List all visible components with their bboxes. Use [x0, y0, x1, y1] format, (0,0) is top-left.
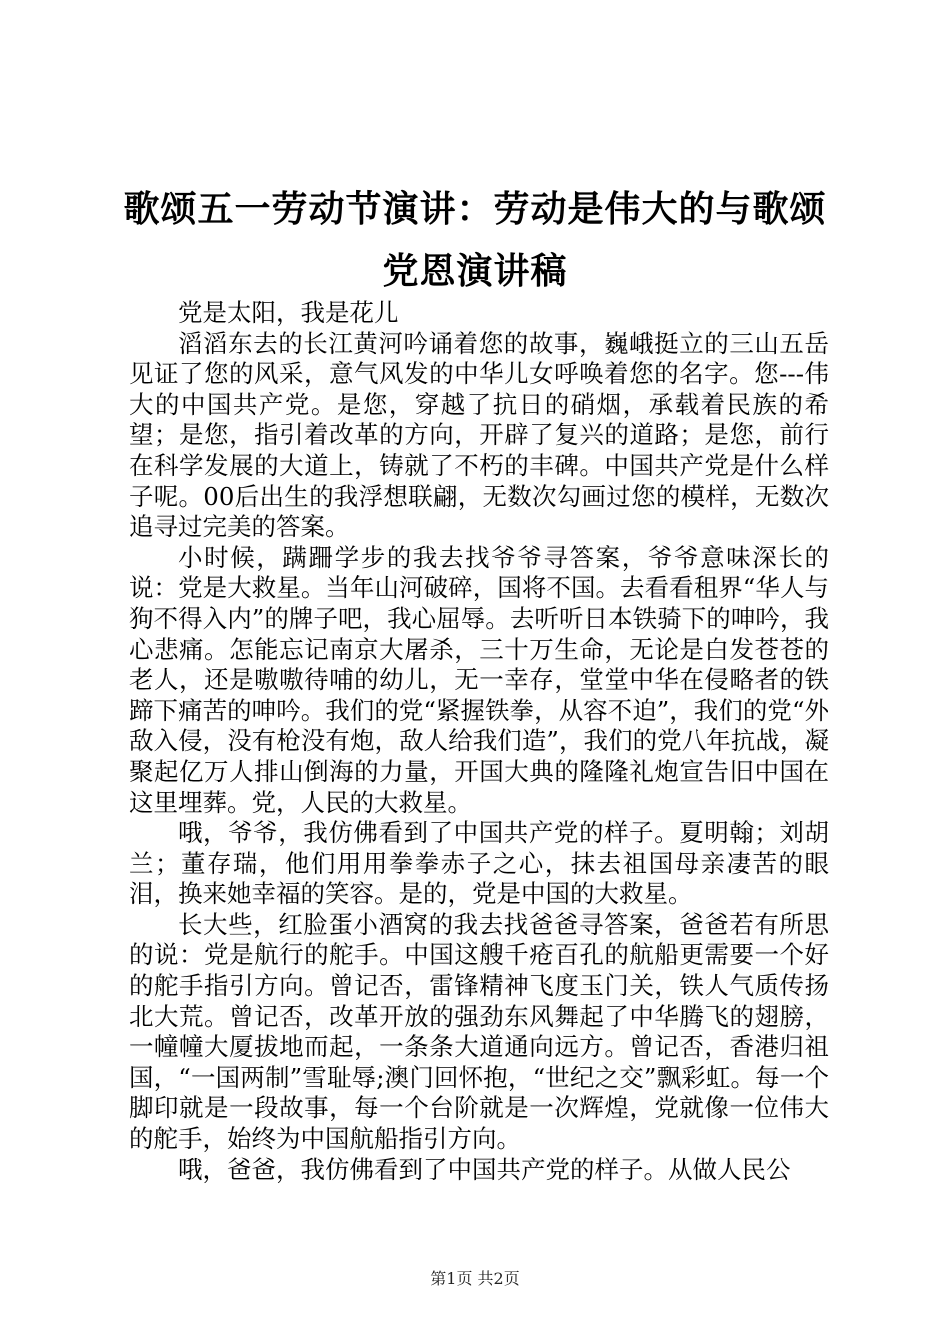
page-number-footer: 第1页 共2页 — [430, 1269, 520, 1288]
document-title: 歌颂五一劳动节演讲：劳动是伟大的与歌颂党恩演讲稿 — [123, 188, 827, 292]
paragraph-subtitle: 党是太阳，我是花儿 — [178, 298, 399, 327]
document-body — [129, 298, 829, 1185]
paragraph: 滔滔东去的长江黄河吟诵着您的故事，巍峨挺立的三山五岳见证了您的风采，意气风发的中华儿女呼唤着您的名字。您---伟大的中国共产党。是您，穿越了抗日的硝烟，承载着民族的希望；是您，指引着改革的方向，开辟了复兴的道路；是您，前行在科学发展的大道上，铸就了不朽的丰碑。中国共产党是什么样子呢。00后出生的我浮想联翩，无数次勾画过您的模样，无数次追寻过完美的答案。 — [129, 328, 829, 542]
paragraph: 哦，爷爷，我仿佛看到了中国共产党的样子。夏明翰；刘胡兰；董存瑞，他们用用拳拳赤子之心，抹去祖国母亲凄苦的眼泪，换来她幸福的笑容。是的，党是中国的大救星。 — [129, 818, 829, 909]
paragraph: 小时候，蹒跚学步的我去找爷爷寻答案，爷爷意味深长的说：党是大救星。当年山河破碎，国将不国。去看看租界“华人与狗不得入内”的牌子吧，我心屈辱。去听听日本铁骑下的呻吟，我心悲痛。怎能忘记南京大屠杀，三十万生命，无论是白发苍苍的老人，还是嗷嗷待哺的幼儿，无一幸存，堂堂中华在侵略者的铁蹄下痛苦的呻吟。我们的党“紧握铁拳，从容不迫”，我们的党“外敌入侵，没有枪没有炮，敌人给我们造”，我们的党八年抗战，凝聚起亿万人排山倒海的力量，开国大典的隆隆礼炮宣告旧中国在这里埋葬。党，人民的大救星。 — [129, 542, 829, 817]
paragraph: 长大些，红脸蛋小酒窝的我去找爸爸寻答案，爸爸若有所思的说：党是航行的舵手。中国这艘千疮百孔的航船更需要一个好的舵手指引方向。曾记否，雷锋精神飞度玉门关，铁人气质传扬北大荒。曾记否，改革开放的强劲东风舞起了中华腾飞的翅膀，一幢幢大厦拔地而起，一条条大道通向远方。曾记否，香港归祖国，“一国两制”雪耻辱;澳门回怀抱，“世纪之交”飘彩虹。每一个脚印就是一段故事，每一个台阶就是一次辉煌，党就像一位伟大的舵手，始终为中国航船指引方向。 — [129, 909, 829, 1154]
paragraph: 哦，爸爸，我仿佛看到了中国共产党的样子。从做人民公 — [178, 1154, 791, 1184]
